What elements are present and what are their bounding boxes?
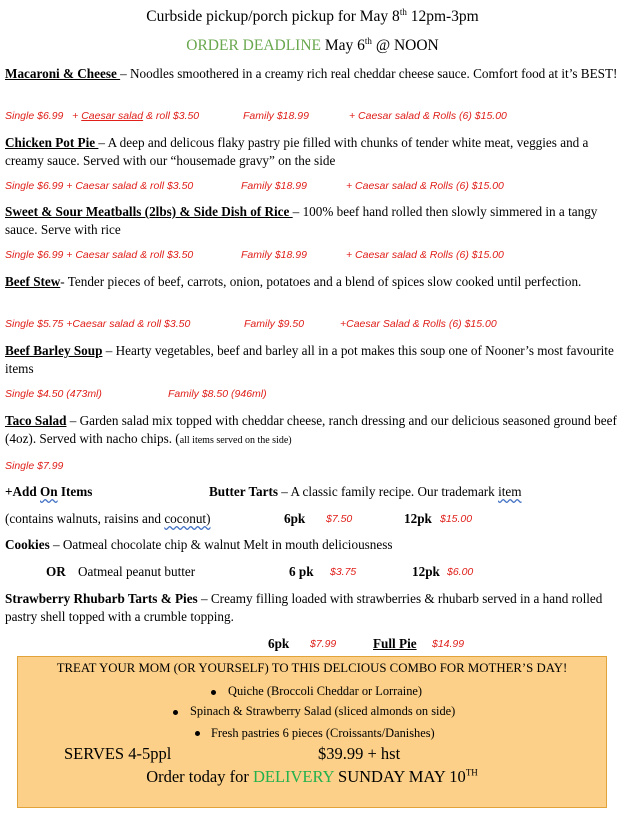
cookies-6pk-price: $3.75 [330, 566, 357, 578]
menu-item-meatballs: Sweet & Sour Meatballs (2lbs) & Side Dish of Rice – 100% beef hand rolled then slowly simmered in a tangy sauce. Serve with rice [5, 204, 598, 237]
macaroni-price-family: Family $18.99 [243, 110, 309, 122]
cookies-item: Cookies – Oatmeal chocolate chip & walnut Melt in mouth deliciousness [5, 537, 393, 552]
pot-pie-price-single: Single $6.99 + Caesar salad & roll $3.50 [5, 180, 194, 192]
combo-price: $39.99 + hst [318, 744, 401, 763]
add-on-items-label: +Add On Items [5, 484, 93, 499]
combo-heading: TREAT YOUR MOM (OR YOURSELF) TO THIS DELCIOUS COMBO FOR MOTHER’S DAY! [56, 661, 568, 675]
strawberry-6pk-price: $7.99 [310, 638, 337, 650]
strawberry-rhubarb-item: Strawberry Rhubarb Tarts & Pies – Creamy filling loaded with strawberries & rhubarb served in a hand rolled pastry shell topped with a crumble topping. [5, 591, 603, 624]
delivery-label: DELIVERY [252, 767, 334, 786]
combo-item-salad: Spinach & Strawberry Salad (sliced almonds on side) [190, 704, 456, 718]
combo-serves: SERVES 4-5ppl [64, 744, 172, 763]
pot-pie-price-combo: + Caesar salad & Rolls (6) $15.00 [346, 180, 504, 192]
strawberry-6pk-label: 6pk [268, 636, 290, 651]
soup-price-single: Single $4.50 (473ml) [5, 388, 102, 400]
taco-price-single: Single $7.99 [5, 460, 64, 472]
cookies-12pk-price: $6.00 [447, 566, 474, 578]
bullet-icon [211, 690, 216, 695]
menu-item-macaroni: Macaroni & Cheese – Noodles smoothered in a creamy rich real cheddar cheese sauce. Comfort food at it’s BEST! [5, 66, 618, 81]
combo-item-pastries: Fresh pastries 6 pieces (Croissants/Danishes) [211, 726, 435, 740]
strawberry-full-pie-label: Full Pie [373, 636, 417, 651]
combo-item-quiche: Quiche (Broccoli Cheddar or Lorraine) [228, 684, 423, 698]
meatballs-price-single: Single $6.99 + Caesar salad & roll $3.50 [5, 249, 194, 261]
macaroni-price-combo: + Caesar salad & Rolls (6) $15.00 [349, 110, 507, 122]
cookies-6pk-label: 6 pk [289, 564, 314, 579]
menu-item-chicken-pot-pie: Chicken Pot Pie – A deep and delicous flaky pastry pie filled with chunks of tender white meat, veggies and a creamy sauce. Served with our “housemade gravy” on the side [5, 135, 589, 168]
bullet-icon [195, 731, 200, 736]
mothers-day-combo-box [17, 656, 607, 808]
pot-pie-price-family: Family $18.99 [241, 180, 307, 192]
stew-price-family: Family $9.50 [244, 318, 305, 330]
butter-tarts-6pk-price: $7.50 [326, 513, 353, 525]
meatballs-price-combo: + Caesar salad & Rolls (6) $15.00 [346, 249, 504, 261]
cookies-peanut-butter: Oatmeal peanut butter [78, 564, 196, 579]
page-title: Curbside pickup/porch pickup for May 8th 12pm-3pm [146, 6, 479, 25]
butter-tarts-12pk-label: 12pk [404, 511, 432, 526]
order-deadline: ORDER DEADLINE May 6th @ NOON [186, 35, 439, 54]
cookies-12pk-label: 12pk [412, 564, 440, 579]
butter-tarts-6pk-label: 6pk [284, 511, 306, 526]
menu-item-taco-salad: Taco Salad – Garden salad mix topped with cheddar cheese, ranch dressing and our delicious seasoned ground beef (4oz). Served with nacho chips. (all items served on the side) [5, 413, 617, 446]
bullet-icon [173, 710, 178, 715]
stew-price-single: Single $5.75 +Caesar salad & roll $3.50 [5, 318, 191, 330]
stew-price-combo: +Caesar Salad & Rolls (6) $15.00 [340, 318, 497, 330]
cookies-or-label: OR [46, 564, 66, 579]
butter-tarts-12pk-price: $15.00 [440, 513, 473, 525]
butter-tarts-item: Butter Tarts – A classic family recipe. Our trademark item [209, 484, 522, 499]
soup-price-family: Family $8.50 (946ml) [168, 388, 267, 400]
butter-tarts-contains: (contains walnuts, raisins and coconut) [5, 511, 211, 526]
menu-item-beef-barley-soup: Beef Barley Soup – Hearty vegetables, beef and barley all in a pot makes this soup one of Nooner’s most favourite items [5, 343, 614, 376]
strawberry-full-pie-price: $14.99 [432, 638, 465, 650]
deadline-label: ORDER DEADLINE [186, 37, 321, 54]
meatballs-price-family: Family $18.99 [241, 249, 307, 261]
menu-item-beef-stew: Beef Stew- Tender pieces of beef, carrots, onion, potatoes and a blend of spices slow cooked until perfection. [5, 274, 582, 289]
combo-order-line: Order today for DELIVERY SUNDAY MAY 10TH [146, 767, 478, 786]
macaroni-price-single: Single $6.99 + Caesar salad & roll $3.50 [5, 110, 200, 122]
